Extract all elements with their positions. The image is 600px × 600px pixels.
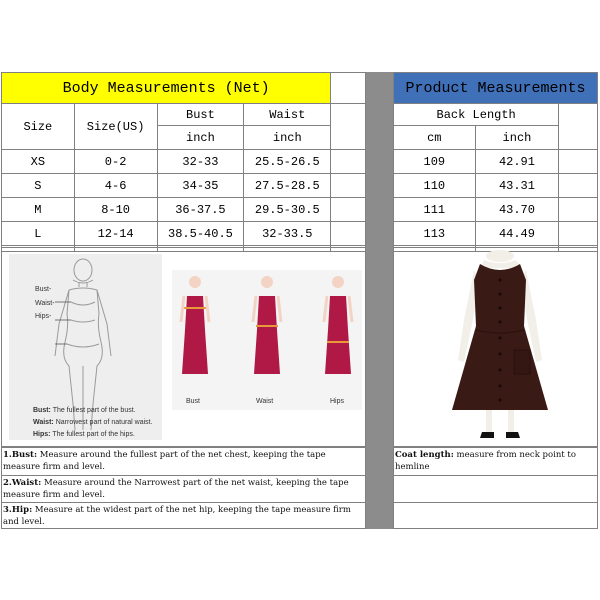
table-row — [2, 174, 366, 198]
cell-waist: 32-33.5 — [244, 222, 331, 246]
bust-instruction: 1.Bust: Measure around the fullest part of the net chest, keeping the tape measure firm and level. — [3, 450, 326, 472]
cell-size: XS — [2, 150, 75, 174]
inch-unit: inch — [475, 126, 559, 150]
cell-waist: 25.5-26.5 — [244, 150, 331, 174]
cell-inch: 43.31 — [475, 174, 559, 198]
pinafore-dress-icon — [440, 250, 560, 442]
dress-hips-icon — [324, 276, 352, 374]
waist-pointer-label: Waist- — [35, 300, 55, 307]
table-row — [2, 198, 366, 222]
coat-length-instruction: Coat length: measure from neck point to hemline — [395, 450, 576, 472]
cell-size: M — [2, 198, 75, 222]
table-row — [394, 150, 598, 174]
product-table-title: Product Measurements — [394, 73, 598, 104]
cell-cm: 113 — [394, 222, 476, 246]
dress-diagrams — [172, 270, 362, 410]
dress-bust-icon — [181, 276, 209, 374]
cell-bust: 34-35 — [157, 174, 244, 198]
cell-waist: 29.5-30.5 — [244, 198, 331, 222]
table-row — [2, 150, 366, 174]
dress-label-hips: Hips — [330, 398, 345, 405]
cell-size-us: 8-10 — [74, 198, 157, 222]
cell-inch: 44.49 — [475, 222, 559, 246]
cell-size: S — [2, 174, 75, 198]
cell-waist: 27.5-28.5 — [244, 174, 331, 198]
table-row — [394, 198, 598, 222]
cell-cm: 110 — [394, 174, 476, 198]
dress-label-bust: Bust — [186, 398, 201, 405]
dress-waist-icon — [253, 276, 281, 374]
table-row — [394, 222, 598, 246]
legend-hips: Hips: The fullest part of the hips. — [33, 431, 135, 438]
legend-waist: Waist: Narrowest part of natural waist. — [33, 419, 153, 426]
waist-instruction: 2.Waist: Measure around the Narrowest part of the net waist, keeping the tape measure firm and level. — [3, 478, 349, 500]
cell-inch: 42.91 — [475, 150, 559, 174]
table-row — [2, 222, 366, 246]
waist-unit: inch — [244, 126, 331, 150]
product-photo — [440, 250, 560, 442]
cell-bust: 32-33 — [157, 150, 244, 174]
cm-unit: cm — [394, 126, 476, 150]
column-separator — [366, 72, 393, 529]
cell-bust: 38.5-40.5 — [157, 222, 244, 246]
legend-bust: Bust: The fullest part of the bust. — [33, 407, 136, 414]
cell-size-us: 12-14 — [74, 222, 157, 246]
body-table-title: Body Measurements (Net) — [2, 73, 331, 104]
cell-cm: 111 — [394, 198, 476, 222]
dress-label-waist: Waist — [256, 398, 274, 405]
body-measurements-table — [1, 72, 366, 252]
col-waist-header: Waist — [244, 104, 331, 126]
product-measurements-table — [393, 72, 598, 252]
hip-instruction: 3.Hip: Measure at the widest part of the net hip, keeping the tape measure firm and level. — [3, 505, 351, 527]
cell-size-us: 0-2 — [74, 150, 157, 174]
col-size-us-header: Size(US) — [74, 104, 157, 150]
hips-pointer-label: Hips- — [35, 313, 52, 320]
cell-size: L — [2, 222, 75, 246]
cell-size-us: 4-6 — [74, 174, 157, 198]
cell-cm: 109 — [394, 150, 476, 174]
bust-pointer-label: Bust- — [35, 286, 52, 293]
cell-inch: 43.70 — [475, 198, 559, 222]
col-bust-header: Bust — [157, 104, 244, 126]
bust-unit: inch — [157, 126, 244, 150]
col-size-header: Size — [2, 104, 75, 150]
table-row — [394, 174, 598, 198]
col-back-length-header: Back Length — [394, 104, 559, 126]
cell-bust: 36-37.5 — [157, 198, 244, 222]
